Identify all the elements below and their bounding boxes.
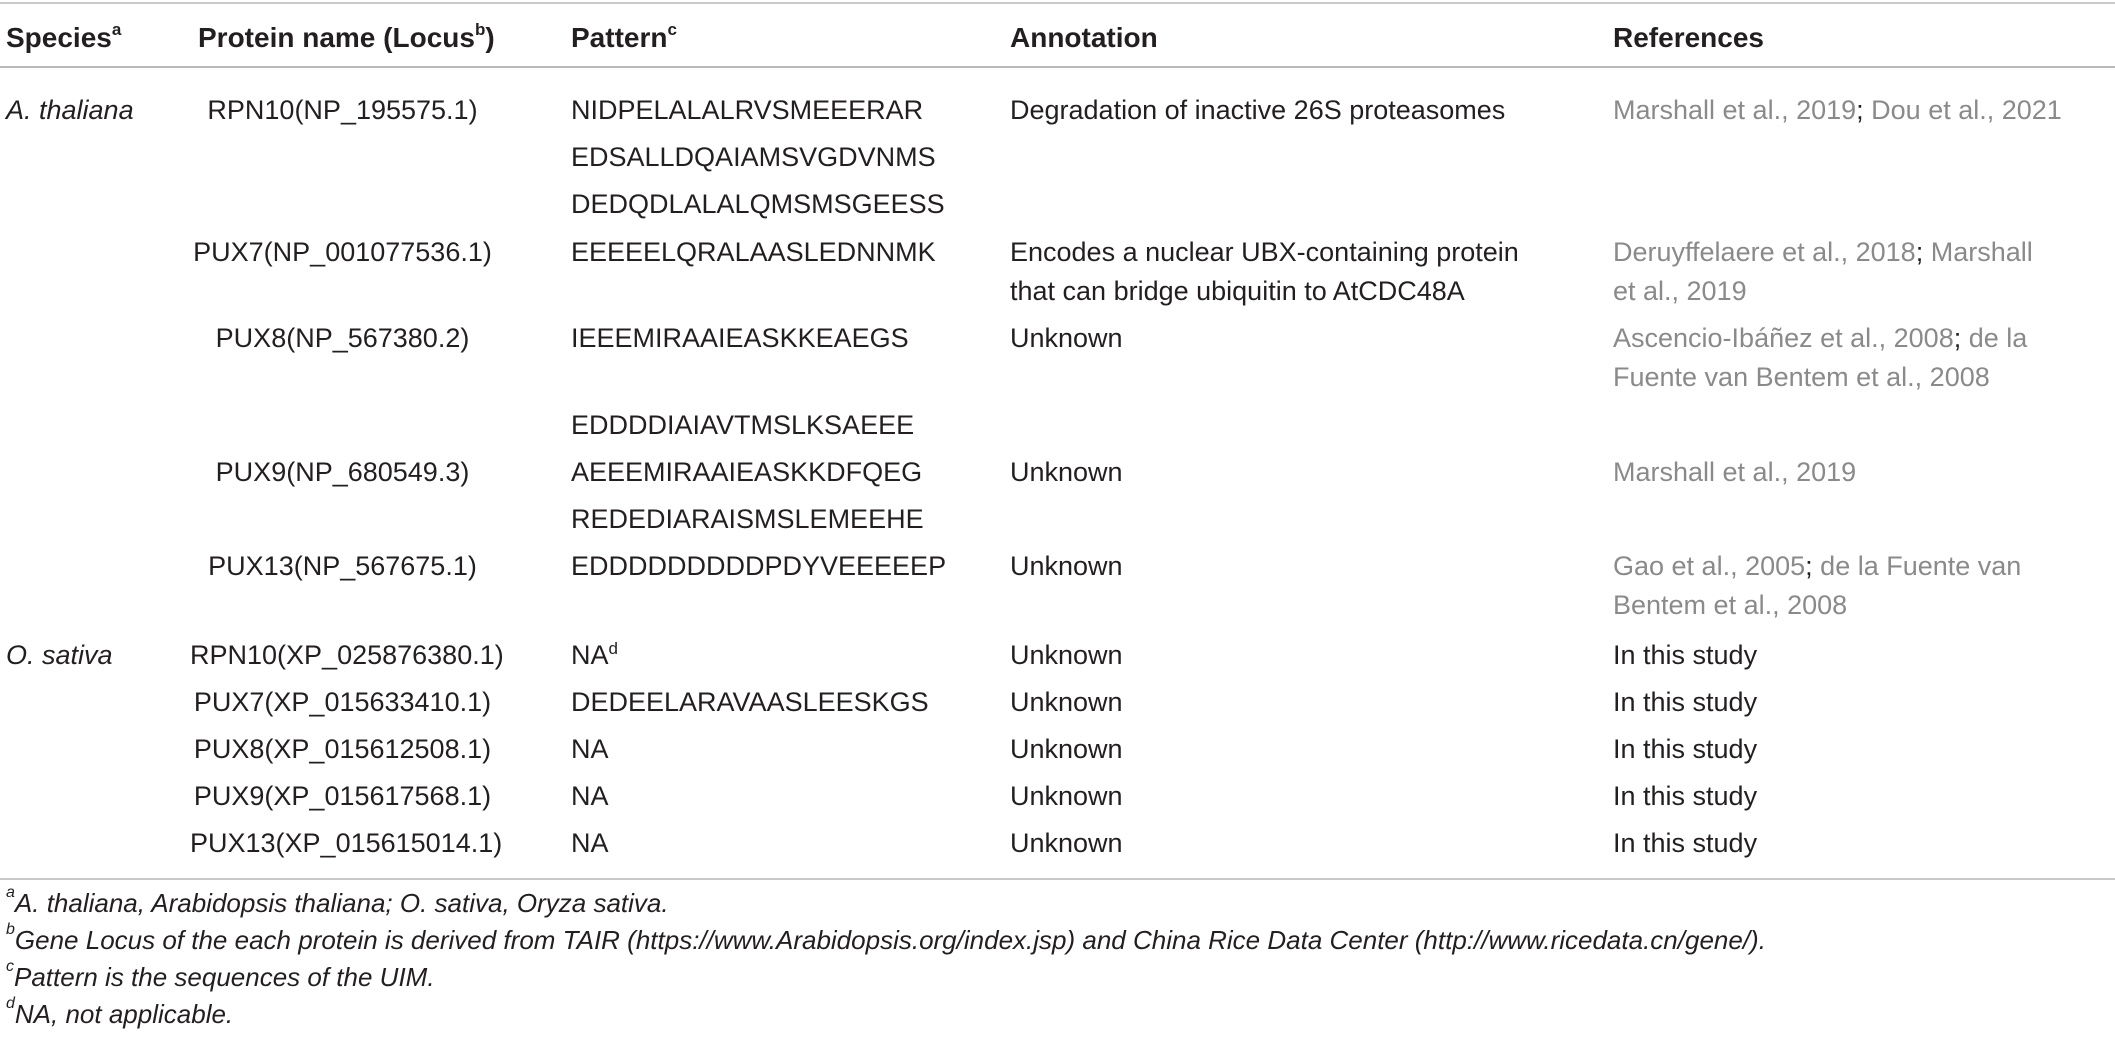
- reference-pux7-at-1: Deruyffelaere et al., 2018; Marshall: [1613, 237, 2033, 267]
- reference-rpn10-os: In this study: [1613, 640, 1758, 670]
- annotation-rpn10-at: Degradation of inactive 26S proteasomes: [1010, 95, 1506, 125]
- reference-rpn10-at: Marshall et al., 2019; Dou et al., 2021: [1613, 95, 2062, 125]
- pattern-pux7-os: DEDEELARAVAASLEESKGS: [571, 687, 929, 717]
- footnote-c: $^c$Pattern is the sequences of the UIM.: [6, 958, 435, 992]
- annotation-pux7-at-1: Encodes a nuclear UBX-containing protein: [1010, 237, 1519, 267]
- protein-rpn10-os: RPN10(XP_025876380.1): [190, 640, 504, 670]
- pattern-pux9-os: NA: [571, 781, 609, 811]
- reference-pux9-at: Marshall et al., 2019: [1613, 457, 1857, 487]
- protein-rpn10-at: RPN10(NP_195575.1): [207, 95, 478, 125]
- header-rule: [0, 66, 2115, 68]
- reference-pux9-os: In this study: [1613, 781, 1758, 811]
- protein-pux13-os: PUX13(XP_015615014.1): [190, 828, 503, 858]
- annotation-pux8-os: Unknown: [1010, 734, 1123, 764]
- species-a-thaliana: A. thaliana: [6, 95, 134, 125]
- reference-pux7-os: In this study: [1613, 687, 1758, 717]
- pattern-rpn10-at-1: NIDPELALALRVSMEEERAR: [571, 95, 924, 125]
- protein-pux9-os: PUX9(XP_015617568.1): [193, 781, 492, 811]
- annotation-pux13-os: Unknown: [1010, 828, 1123, 858]
- pattern-pux9-at-2: AEEEMIRAAIEASKKDFQEG: [571, 457, 923, 487]
- reference-pux8-at-2: Fuente van Bentem et al., 2008: [1613, 362, 1990, 392]
- pattern-pux8-at: IEEEMIRAAIEASKKEAEGS: [571, 323, 909, 353]
- pattern-rpn10-at-2: EDSALLDQAIAMSVGDVNMS: [571, 142, 936, 172]
- reference-pux8-at-1: Ascencio-Ibáñez et al., 2008; de la: [1613, 323, 2028, 353]
- annotation-pux7-os: Unknown: [1010, 687, 1123, 717]
- annotation-pux9-os: Unknown: [1010, 781, 1123, 811]
- protein-pux9-at: PUX9(NP_680549.3): [215, 457, 470, 487]
- reference-pux13-at-2: Bentem et al., 2008: [1613, 590, 1848, 620]
- footnote-d: $^d$NA, not applicable.: [6, 995, 234, 1029]
- reference-pux13-os: In this study: [1613, 828, 1758, 858]
- pattern-pux13-at: EDDDDDDDDDPDYVEEEEEP: [571, 551, 947, 581]
- pattern-pux7-at: EEEEELQRALAASLEDNNMK: [571, 237, 936, 267]
- pattern-rpn10-os: $NA^d$: [571, 639, 618, 670]
- pattern-pux8-os: NA: [571, 734, 609, 764]
- header-references: References: [1613, 22, 1764, 53]
- reference-pux7-at-2: et al., 2019: [1613, 276, 1747, 306]
- header-species: Species$^a$: [6, 20, 122, 53]
- annotation-pux13-at: Unknown: [1010, 551, 1123, 581]
- pattern-pux13-os: NA: [571, 828, 609, 858]
- species-o-sativa: O. sativa: [6, 640, 113, 670]
- header-pattern: Pattern$^c$: [571, 20, 677, 53]
- annotation-pux7-at-2: that can bridge ubiquitin to AtCDC48A: [1010, 276, 1465, 306]
- pattern-pux9-at-1: EDDDDIAIAVTMSLKSAEEE: [571, 410, 915, 440]
- annotation-rpn10-os: Unknown: [1010, 640, 1123, 670]
- annotation-pux8-at: Unknown: [1010, 323, 1123, 353]
- header-annotation: Annotation: [1010, 22, 1158, 53]
- pattern-rpn10-at-3: DEDQDLALALQMSMSGEESS: [571, 189, 945, 219]
- protein-pux7-os: PUX7(XP_015633410.1): [193, 687, 492, 717]
- annotation-pux9-at: Unknown: [1010, 457, 1123, 487]
- footnote-b: $^b$Gene Locus of the each protein is derived from TAIR (https://www.Arabidopsis.org/index.jsp) and China Rice Data Center (http://www.ricedata.cn/gene/).: [6, 921, 1766, 955]
- footnote-a: $^a$A. thaliana, Arabidopsis thaliana; O. sativa, Oryza sativa.: [6, 884, 669, 918]
- pattern-pux9-at-3: REDEDIARAISMSLEMEEHE: [571, 504, 924, 534]
- reference-pux8-os: In this study: [1613, 734, 1758, 764]
- table-top-rule: [0, 2, 2115, 4]
- protein-pux8-at: PUX8(NP_567380.2): [215, 323, 470, 353]
- protein-pux8-os: PUX8(XP_015612508.1): [193, 734, 492, 764]
- protein-pux7-at: PUX7(NP_001077536.1): [193, 237, 492, 267]
- reference-pux13-at-1: Gao et al., 2005; de la Fuente van: [1613, 551, 2022, 581]
- table-bottom-rule: [0, 878, 2115, 880]
- header-protein-name: Protein name (Locus$^b$): [198, 20, 495, 53]
- protein-pux13-at: PUX13(NP_567675.1): [208, 551, 477, 581]
